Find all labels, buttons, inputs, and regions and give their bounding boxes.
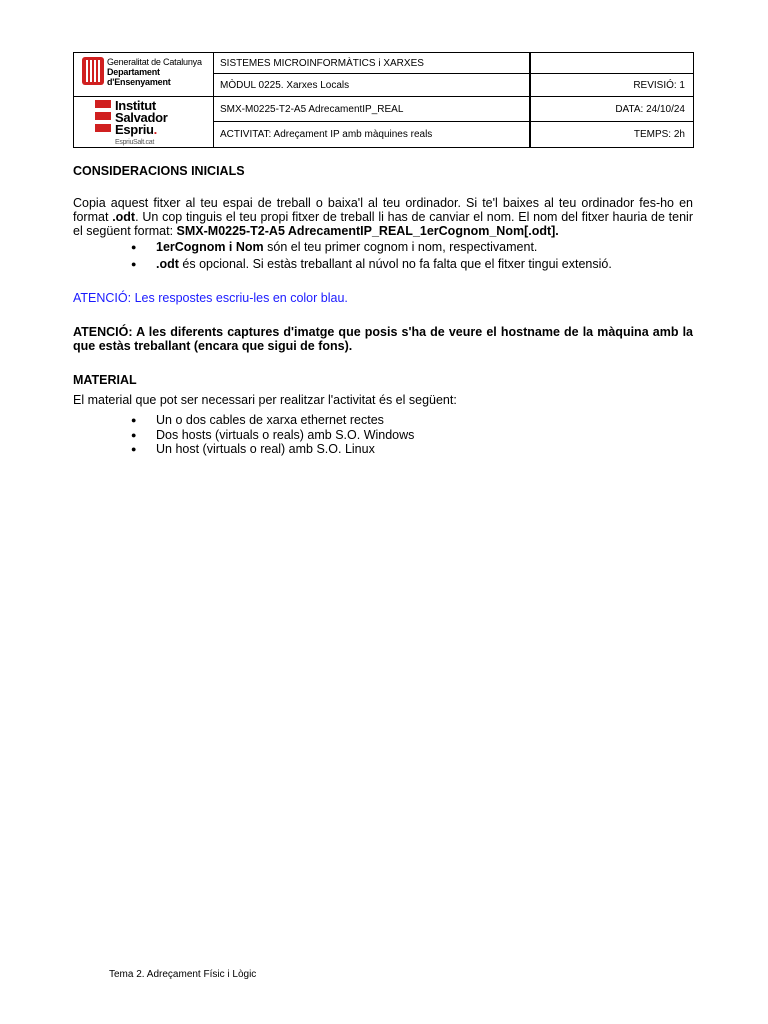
list-item (73, 257, 693, 272)
empty-cell (530, 53, 693, 74)
institute-url: EspriuSalt.cat (115, 139, 154, 146)
list-item: ● Dos hosts (virtuals o reals) amb S.O. Windows (73, 428, 693, 443)
senyera-icon (82, 57, 104, 85)
bullet1-text: són el teu primer cognom i nom, respectivament. (263, 240, 538, 254)
institute-line1: Institut (115, 98, 156, 113)
activity-cell: ACTIVITAT: Adreçament IP amb màquines reals (214, 122, 530, 147)
institute-logo-cell (74, 97, 214, 147)
code-cell: SMX-M0225-T2-A5 AdrecamentIP_REAL (214, 97, 530, 122)
gencat-dept-line2: d'Ensenyament (107, 77, 171, 87)
bullet2-bold: .odt (156, 256, 179, 271)
course-cell: SISTEMES MICROINFORMÀTICS i XARXES (214, 53, 530, 74)
filename-format: SMX-M0225-T2-A5 AdrecamentIP_REAL_1erCognom_Nom[.odt]. (176, 224, 559, 238)
material-intro: El material que pot ser necessari per realitzar l'activitat és el següent: (73, 393, 457, 407)
attention-blue-note: ATENCIÓ: Les respostes escriu-les en color blau. (73, 291, 348, 305)
naming-rules-list (73, 240, 693, 271)
intro-paragraph (73, 196, 693, 238)
bullet2-text: és opcional. Si estàs treballant al núvol no fa falta que el fitxer tingui extensió. (178, 256, 612, 271)
gencat-dept-line1: Departament (107, 67, 160, 77)
section-title-initial: CONSIDERACIONS INICIALS (73, 164, 245, 178)
gencat-name: Generalitat de Catalunya (107, 57, 202, 67)
document-body (73, 160, 693, 457)
institute-logo (95, 100, 168, 149)
document-header-table (73, 52, 694, 148)
time-cell: TEMPS: 2h (530, 122, 693, 147)
list-item: ● Un o dos cables de xarxa ethernet rectes (73, 413, 693, 428)
material-list (73, 413, 693, 457)
attention-hostname-note: ATENCIÓ: A les diferents captures d'imatge que posis s'ha de veure el hostname de la màquina amb la que estàs treballant (encara que sigui de fons). (73, 325, 693, 353)
institute-line3: Espriu (115, 122, 154, 137)
intro-text-c: . Un cop tinguis el teu propi fitxer de treball li has de canviar el nom. El nom del fitxer hauria de tenir el següent format: (73, 210, 693, 238)
intro-text-b: .odt (112, 210, 136, 224)
date-cell: DATA: 24/10/24 (530, 97, 693, 122)
section-title-material: MATERIAL (73, 373, 137, 387)
list-item (73, 240, 693, 255)
list-item: ● Un host (virtuals o real) amb S.O. Linux (73, 442, 693, 457)
institute-dot: . (153, 122, 157, 137)
institute-stripes-icon (95, 100, 111, 138)
intro-text-a: Copia aquest fitxer al teu espai de treball o baixa'l al teu ordinador. Si te'l baixes al teu ordinador fes-ho en format (73, 196, 693, 224)
bullet1-bold: 1erCognom i Nom (156, 240, 264, 254)
gencat-logo (82, 57, 202, 87)
revision-cell: REVISIÓ: 1 (530, 74, 693, 97)
module-cell: MÒDUL 0225. Xarxes Locals (214, 74, 530, 97)
gencat-logo-cell (74, 53, 214, 97)
institute-line2: Salvador (115, 110, 168, 125)
page-footer: Tema 2. Adreçament Físic i Lògic (109, 969, 257, 980)
